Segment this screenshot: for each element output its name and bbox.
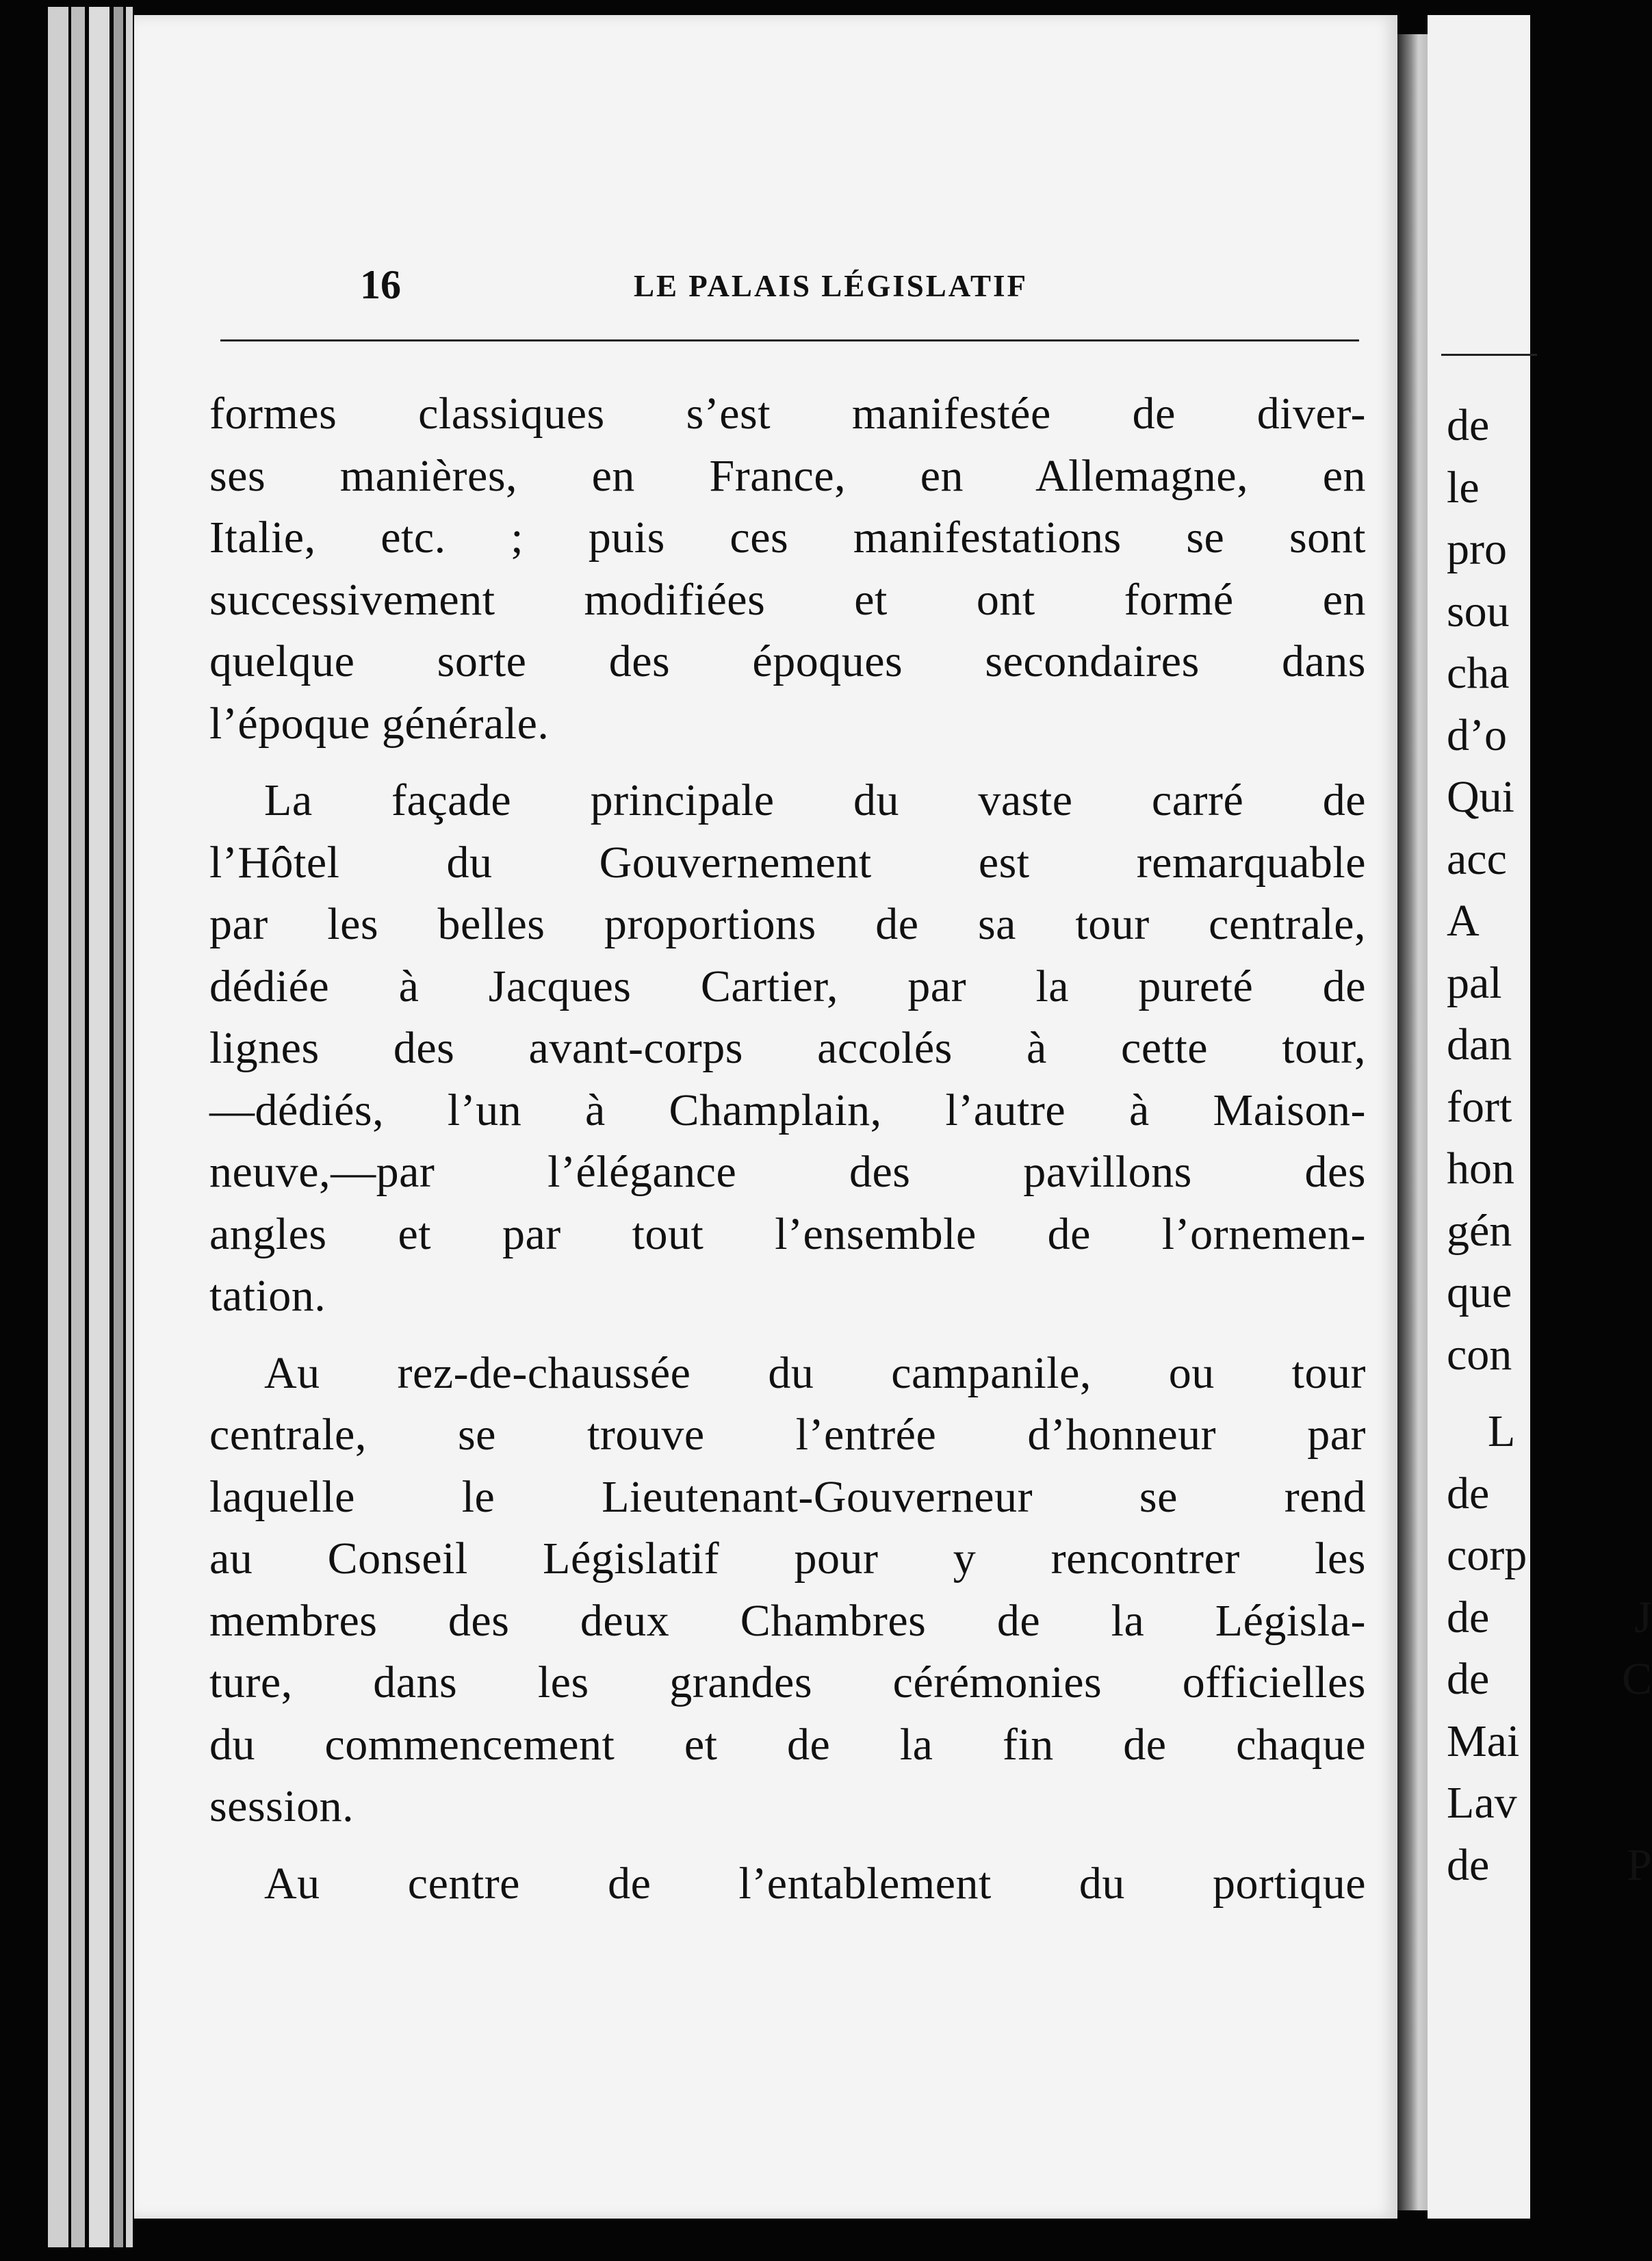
text-line: de xyxy=(1447,1468,1490,1519)
page-number: 16 xyxy=(360,262,401,307)
text-line: l’Hôtel du Gouvernement est remarquable xyxy=(209,837,1366,888)
text-line: ture, dans les grandes cérémonies officielles xyxy=(209,1657,1366,1707)
text-line: La façade principale du vaste carré de xyxy=(264,775,1366,825)
facing-page-text xyxy=(1447,395,1652,1896)
text-line: fort xyxy=(1447,1081,1512,1132)
text-line: neuve,—par l’élégance des pavillons des xyxy=(209,1147,1366,1197)
text-line: membres des deux Chambres de la Législa- xyxy=(209,1595,1366,1646)
text-line: laquelle le Lieutenant-Gouverneur se rend xyxy=(209,1471,1366,1522)
header-rule xyxy=(220,339,1359,341)
text-line: Lav xyxy=(1447,1778,1517,1828)
text-line: A xyxy=(1447,896,1480,946)
text-line: Mai xyxy=(1447,1716,1520,1766)
page-edge xyxy=(126,7,133,2247)
text-line: de J xyxy=(1447,1592,1652,1642)
text-line: L xyxy=(1488,1406,1516,1456)
paragraph xyxy=(209,770,1366,1328)
text-line: pro xyxy=(1447,524,1507,574)
text-line: angles et par tout l’ensemble de l’ornemen- xyxy=(209,1209,1366,1259)
text-line: le xyxy=(1447,462,1480,513)
text-line: pal xyxy=(1447,957,1502,1008)
page-edge xyxy=(114,7,123,2247)
paragraph xyxy=(209,383,1366,755)
text-line: gén xyxy=(1447,1205,1512,1256)
text-line: quelque sorte des époques secondaires dans xyxy=(209,636,1366,686)
page-edge xyxy=(48,7,68,2247)
text-line: centrale, se trouve l’entrée d’honneur par xyxy=(209,1410,1366,1460)
running-head: LE PALAIS LÉGISLATIF xyxy=(634,269,1028,303)
text-line: corp xyxy=(1447,1530,1527,1580)
text-line: successivement modifiées et ont formé en xyxy=(209,574,1366,625)
text-line: de xyxy=(1447,400,1490,450)
text-line: hon xyxy=(1447,1144,1514,1193)
text-line: Italie, etc. ; puis ces manifestations se sont xyxy=(209,513,1366,563)
text-line: ses manières, en France, en Allemagne, en xyxy=(209,450,1366,501)
body-text xyxy=(209,383,1366,1915)
text-line: dédiée à Jacques Cartier, par la pureté de xyxy=(209,961,1366,1011)
page-edge xyxy=(89,7,109,2247)
paragraph xyxy=(209,1343,1366,1838)
text-line: cha xyxy=(1447,648,1510,698)
book-gutter xyxy=(1397,34,1428,2210)
text-line: con xyxy=(1447,1329,1512,1380)
text-line: Qui xyxy=(1447,772,1514,822)
page-edge xyxy=(71,7,85,2247)
paragraph xyxy=(209,1853,1366,1915)
text-line: Au rez-de-chaussée du campanile, ou tour xyxy=(264,1347,1366,1398)
header-rule xyxy=(1441,354,1537,356)
text-line: de P xyxy=(1447,1839,1652,1890)
facing-page xyxy=(1428,15,1652,2219)
text-line: lignes des avant-corps accolés à cette tour, xyxy=(209,1023,1366,1073)
text-line: tation. xyxy=(209,1271,326,1321)
text-line: sou xyxy=(1447,586,1510,636)
text-line: au Conseil Législatif pour y rencontrer les xyxy=(209,1534,1366,1584)
book-page xyxy=(134,15,1397,2219)
text-line: formes classiques s’est manifestée de diver- xyxy=(209,389,1366,439)
page-header xyxy=(134,248,1397,323)
text-line: session. xyxy=(209,1781,354,1831)
text-line: dan xyxy=(1447,1020,1512,1070)
text-line: Au centre de l’entablement du portique xyxy=(264,1858,1366,1909)
text-line: que xyxy=(1447,1267,1512,1317)
text-line: —dédiés, l’un à Champlain, l’autre à Maison- xyxy=(209,1085,1366,1135)
text-line: l’époque générale. xyxy=(209,698,550,749)
text-line: par les belles proportions de sa tour centrale, xyxy=(209,899,1366,949)
text-line: de C xyxy=(1447,1654,1652,1704)
text-line: acc xyxy=(1447,834,1507,884)
text-line: du commencement et de la fin de chaque xyxy=(209,1719,1366,1770)
text-line: d’o xyxy=(1447,710,1507,760)
